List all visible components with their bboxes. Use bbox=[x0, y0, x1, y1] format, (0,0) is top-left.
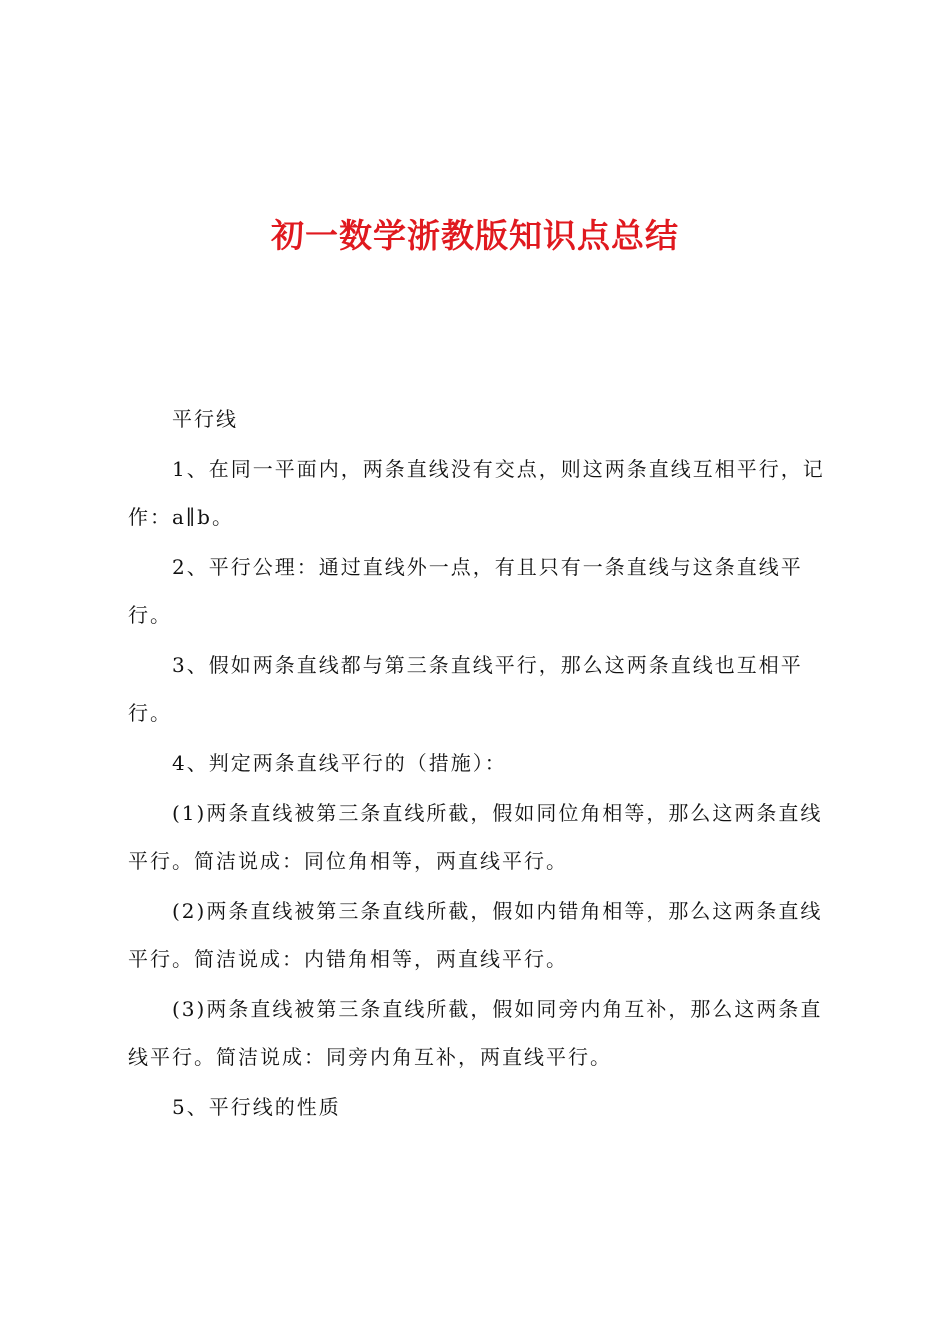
document-body bbox=[128, 395, 832, 1133]
paragraph-criterion-alternate-angles: (2)两条直线被第三条直线所截，假如内错角相等，那么这两条直线平行。简洁说成：内错角相等，两直线平行。 bbox=[128, 899, 823, 971]
paragraph-parallel-axiom: 2、平行公理：通过直线外一点，有且只有一条直线与这条直线平行。 bbox=[128, 555, 803, 627]
paragraph-criterion-co-interior-angles: (3)两条直线被第三条直线所截，假如同旁内角互补，那么这两条直线平行。简洁说成：同旁内角互补，两直线平行。 bbox=[128, 997, 823, 1069]
document-title: 初一数学浙教版知识点总结 bbox=[271, 216, 679, 255]
paragraph-properties-heading: 5、平行线的性质 bbox=[172, 1095, 341, 1119]
paragraph-definition: 1、在同一平面内，两条直线没有交点，则这两条直线互相平行，记作：a∥b。 bbox=[128, 457, 825, 529]
paragraph-criterion-corresponding-angles: (1)两条直线被第三条直线所截，假如同位角相等，那么这两条直线平行。简洁说成：同位角相等，两直线平行。 bbox=[128, 801, 823, 873]
paragraph-transitivity: 3、假如两条直线都与第三条直线平行，那么这两条直线也互相平行。 bbox=[128, 653, 803, 725]
heading-parallel-lines: 平行线 bbox=[172, 407, 238, 431]
paragraph-criteria-heading: 4、判定两条直线平行的（措施）： bbox=[172, 751, 507, 775]
